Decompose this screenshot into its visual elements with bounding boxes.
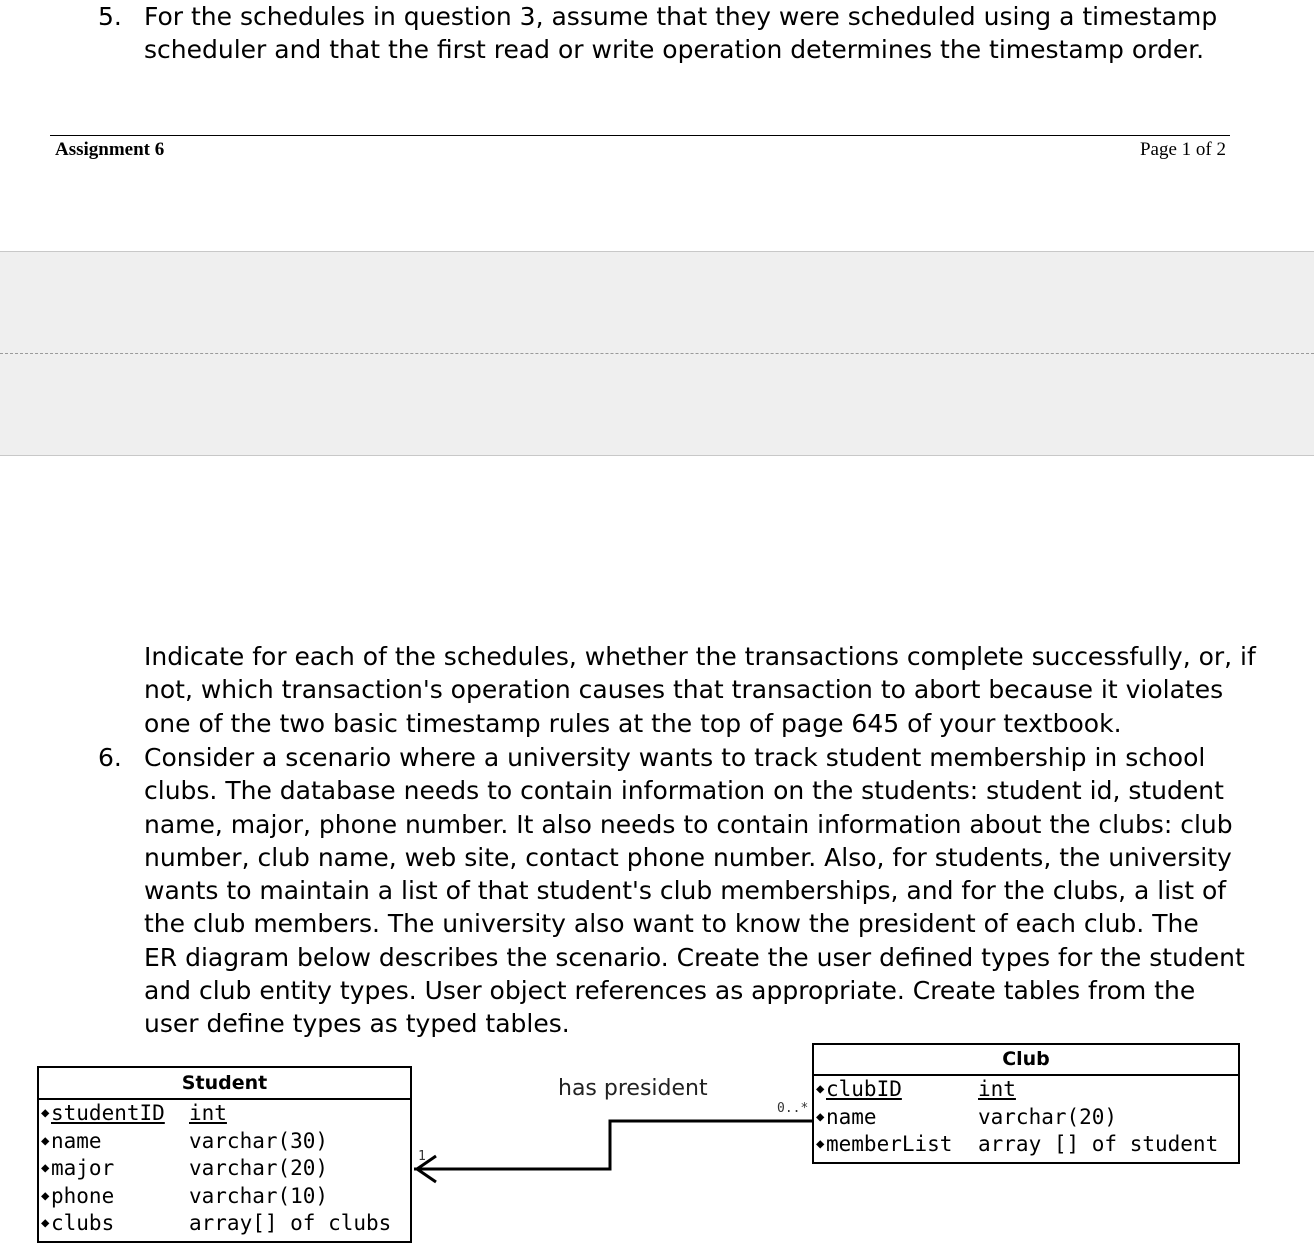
attribute-type: varchar(10): [189, 1183, 329, 1208]
attribute-bullet-icon: ◆: [41, 1105, 50, 1121]
club-attribute-row: [814, 1131, 1238, 1159]
club-attribute-row: [814, 1104, 1238, 1132]
question-6-line: user define types as typed tables.: [144, 1009, 570, 1039]
attribute-type: int: [189, 1101, 227, 1125]
question-6-number: 6.: [98, 743, 122, 772]
attribute-name: clubs: [51, 1211, 115, 1235]
student-attribute-row: [39, 1155, 410, 1183]
attribute-type: varchar(20): [189, 1156, 329, 1180]
club-multiplicity: 0..*: [777, 1101, 809, 1116]
question-6-line: Consider a scenario where a university wants to track student membership in school: [144, 743, 1206, 772]
student-attribute-row: [39, 1210, 410, 1238]
attribute-name: name: [51, 1128, 102, 1153]
attribute-name: phone: [51, 1183, 115, 1208]
student-attribute-row: [39, 1183, 410, 1211]
student-entity: [37, 1066, 412, 1243]
attribute-name: memberList: [826, 1132, 953, 1156]
club-entity: [812, 1043, 1240, 1164]
attribute-bullet-icon: ◆: [41, 1160, 50, 1176]
attribute-name: studentID: [51, 1101, 165, 1125]
club-attribute-row: [814, 1076, 1238, 1104]
attribute-name: major: [51, 1156, 115, 1180]
attribute-type: array [] of student: [978, 1132, 1219, 1156]
association-label: has president: [558, 1076, 708, 1101]
question-5-line: For the schedules in question 3, assume that they were scheduled using a timestamp: [144, 2, 1218, 31]
attribute-type: varchar(20): [978, 1104, 1118, 1129]
attribute-name: clubID: [826, 1077, 902, 1101]
attribute-name: name: [826, 1104, 877, 1129]
footer-page-number: Page 1 of 2: [1139, 139, 1226, 160]
footer-title: Assignment 6: [55, 139, 165, 160]
continuation-line: Indicate for each of the schedules, whether the transactions complete successfully, or, if: [144, 642, 1256, 671]
association-line: [414, 1121, 812, 1169]
attribute-bullet-icon: ◆: [41, 1132, 50, 1149]
question-6-line: the club members. The university also want to know the president of each club. The: [144, 909, 1199, 939]
continuation-line: one of the two basic timestamp rules at the top of page 645 of your textbook.: [144, 708, 1122, 738]
question-5-line: scheduler and that the first read or write operation determines the timestamp order.: [144, 35, 1205, 65]
question-6-line: ER diagram below describes the scenario. Create the user defined types for the student: [144, 942, 1245, 972]
question-6-line: clubs. The database needs to contain information on the students: student id, student: [144, 776, 1224, 806]
student-attribute-row: [39, 1100, 410, 1128]
attribute-type: int: [978, 1077, 1016, 1101]
attribute-bullet-icon: ◆: [816, 1108, 825, 1125]
attribute-bullet-icon: ◆: [41, 1187, 50, 1204]
question-6-line: number, club name, web site, contact phone number. Also, for students, the university: [144, 842, 1232, 872]
attribute-bullet-icon: ◆: [816, 1081, 825, 1097]
continuation-line: not, which transaction's operation causes that transaction to abort because it violates: [144, 675, 1224, 705]
student-entity-title: Student: [39, 1068, 410, 1100]
attribute-type: varchar(30): [189, 1128, 329, 1153]
attribute-bullet-icon: ◆: [41, 1215, 50, 1231]
student-multiplicity: 1: [418, 1149, 426, 1164]
student-attribute-row: [39, 1128, 410, 1156]
question-6-line: wants to maintain a list of that student's club memberships, and for the clubs, a list of: [144, 876, 1227, 906]
attribute-bullet-icon: ◆: [816, 1136, 825, 1152]
question-6-line: and club entity types. User object references as appropriate. Create tables from the: [144, 976, 1196, 1006]
question-6-line: name, major, phone number. It also needs to contain information about the clubs: club: [144, 809, 1233, 839]
club-entity-title: Club: [814, 1045, 1238, 1076]
question-5-number: 5.: [98, 2, 122, 31]
attribute-type: array[] of clubs: [189, 1211, 392, 1235]
